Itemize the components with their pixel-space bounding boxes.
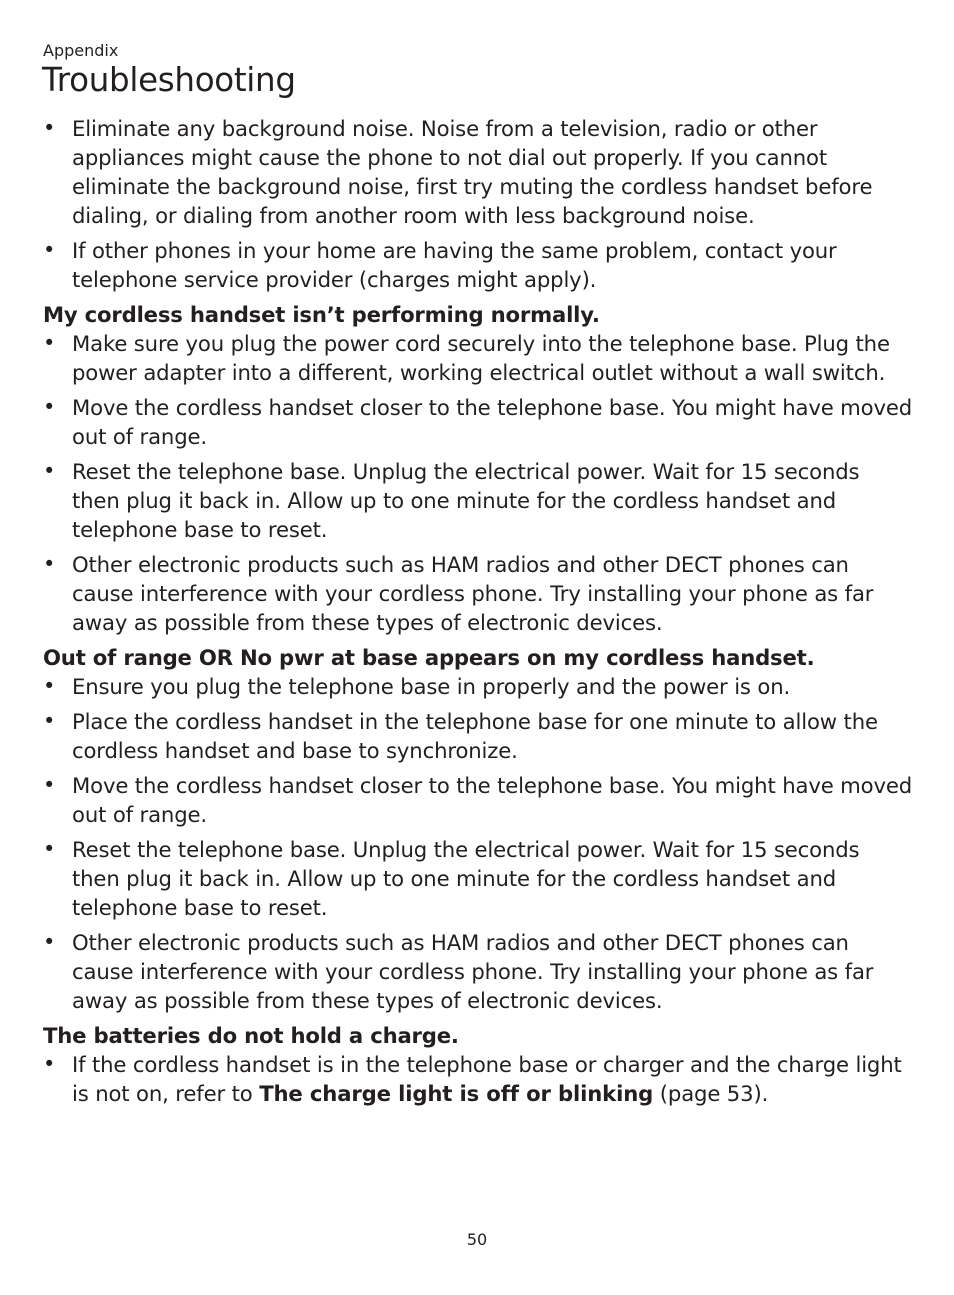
page-title: Troubleshooting (42, 61, 296, 99)
list-item: • Reset the telephone base. Unplug the electrical power. Wait for 15 seconds then plug it back in. Allow up to one minute for the cordless handset and telephone base to reset. (43, 835, 913, 922)
list-item: • Reset the telephone base. Unplug the electrical power. Wait for 15 seconds then plug it back in. Allow up to one minute for the cordless handset and telephone base to reset. (43, 457, 913, 544)
section-heading: The batteries do not hold a charge. (43, 1023, 459, 1048)
list-item: • Move the cordless handset closer to the telephone base. You might have moved out of range. (43, 393, 913, 451)
page-content (43, 114, 913, 1114)
section-bullet-list (43, 1050, 913, 1108)
list-item: • Move the cordless handset closer to the telephone base. You might have moved out of range. (43, 771, 913, 829)
list-item: • Place the cordless handset in the telephone base for one minute to allow the cordless handset and base to synchronize. (43, 707, 913, 765)
page-number: 50 (466, 1230, 488, 1249)
section-heading: My cordless handset isn’t performing normally. (43, 302, 600, 327)
list-item: • Other electronic products such as HAM radios and other DECT phones can cause interference with your cordless phone. Try installing your phone as far away as possible from these types of electronic devices. (43, 550, 913, 637)
intro-bullet-list (43, 114, 913, 294)
list-item (43, 1050, 913, 1108)
section-bullet-list (43, 672, 913, 1015)
list-item-text: If the cordless handset is in the telephone base or charger and the charge light is not on, refer to (72, 1052, 902, 1106)
section-label: Appendix (43, 41, 119, 60)
cross-reference: The charge light is off or blinking (259, 1081, 654, 1106)
list-item: • Eliminate any background noise. Noise from a television, radio or other appliances might cause the phone to not dial out properly. If you cannot eliminate the background noise, first try muting the cordless handset before dialing, or dialing from another room with less background noise. (43, 114, 913, 230)
section-heading: Out of range OR No pwr at base appears on my cordless handset. (43, 645, 815, 670)
list-item: • Make sure you plug the power cord securely into the telephone base. Plug the power adapter into a different, working electrical outlet without a wall switch. (43, 329, 913, 387)
list-item: • If other phones in your home are having the same problem, contact your telephone service provider (charges might apply). (43, 236, 913, 294)
list-item: • Other electronic products such as HAM radios and other DECT phones can cause interference with your cordless phone. Try installing your phone as far away as possible from these types of electronic devices. (43, 928, 913, 1015)
page-reference: (page 53). (653, 1081, 769, 1106)
list-item: • Ensure you plug the telephone base in properly and the power is on. (43, 672, 913, 701)
section-bullet-list (43, 329, 913, 637)
